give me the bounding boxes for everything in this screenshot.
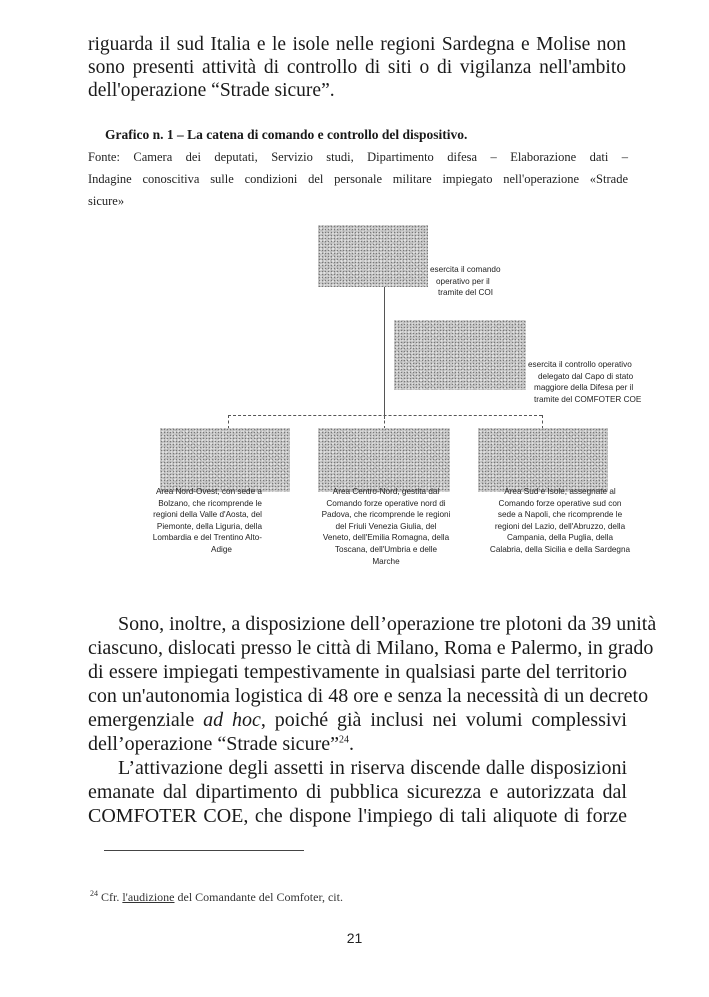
branch-drop-right <box>542 415 543 429</box>
footnote-separator <box>104 850 304 851</box>
footnote-number: 24 <box>90 889 98 898</box>
figure-title: Grafico n. 1 – La catena di comando e controllo del dispositivo. <box>105 127 468 142</box>
operation-paragraph <box>88 612 657 756</box>
branch-line <box>228 415 542 416</box>
activation-paragraph <box>88 756 627 828</box>
ad-hoc-italic: ad hoc <box>203 709 261 731</box>
top-command-box <box>318 225 428 287</box>
text-line: con un'autonomia logistica di 48 ore e senza la necessità di un decreto <box>88 685 649 707</box>
area-centernorth-text: Area Centro-Nord, gestita dal Comando forze operative nord di Padova, che ricomprende le regioni del Friuli Venezia Giulia, del Veneto, dell'Emilia Romagna, della Toscana, dell'Umbria e delle Marche <box>321 487 451 566</box>
comfoter-note: esercita il controllo operativo delegato dal Capo di stato maggiore della Difesa per il tramite del COMFOTER COE <box>528 360 642 404</box>
connector-line <box>384 287 385 419</box>
area-northwest-text: Area Nord-Ovest, con sede a Bolzano, che ricomprende le regioni della Valle d'Aosta, del Piemonte, della Liguria, della Lombardia e del Trentino Alto- Adige <box>152 487 262 554</box>
branch-drop-left <box>228 415 229 429</box>
text-line: di essere impiegati tempestivamente in qualsiasi parte del territorio <box>88 661 627 683</box>
text-line: sono presenti attività di controllo di siti o di vigilanza nell'ambito <box>88 57 626 78</box>
figure-source <box>88 146 628 212</box>
text-line: ciascuno, dislocati presso le città di Milano, Roma e Palermo, in grado <box>88 637 654 659</box>
area-south-text: Area Sud e Isole, assegnate al Comando forze operative sud con sede a Napoli, che ricomprende le regioni del Lazio, dell'Abruzzo, della Campania, della Puglia, della Calabria, della Sicilia e della Sardegna <box>489 487 631 554</box>
text-line: L’attivazione degli assetti in riserva discende dalle disposizioni <box>118 757 627 779</box>
text-line: Fonte: Camera dei deputati, Servizio studi, Dipartimento difesa – Elaborazione dati – <box>88 150 628 164</box>
branch-drop-center <box>384 415 385 429</box>
footnote: $^{24}$ Cfr. l'audizione del Comandante del Comfoter, cit. <box>90 889 343 904</box>
top-command-note: esercita il comando operativo per il tramite del COI <box>430 265 501 298</box>
footnote-reference[interactable]: 24 <box>338 734 349 746</box>
area-box-centernorth <box>318 428 450 492</box>
footnote-link[interactable]: l'audizione <box>122 890 175 904</box>
text-line: emanate dal dipartimento di pubblica sicurezza e autorizzata dal <box>88 781 627 803</box>
area-box-northwest <box>160 428 290 492</box>
text-line: riguarda il sud Italia e le isole nelle regioni Sardegna e Molise non <box>88 34 626 55</box>
text-line: Indagine conoscitiva sulle condizioni del personale militare impiegato nell'operazione «Strade <box>88 172 628 186</box>
intro-paragraph <box>88 33 626 102</box>
page-number: 21 <box>346 930 363 946</box>
text-line: Sono, inoltre, a disposizione dell’operazione tre plotoni da 39 unità <box>118 613 657 635</box>
comfoter-box <box>394 320 526 390</box>
text-line: sicure» <box>88 194 125 208</box>
text-line: dell'operazione “Strade sicure”. <box>88 80 335 101</box>
text-line: dell’operazione “Strade sicure”$^{24}$. <box>88 733 354 755</box>
text-line: COMFOTER COE, che dispone l'impiego di tali aliquote di forze <box>88 805 627 827</box>
text-line: emergenziale ad hoc, poiché già inclusi nei volumi complessivi <box>88 709 627 731</box>
area-box-south <box>478 428 608 492</box>
